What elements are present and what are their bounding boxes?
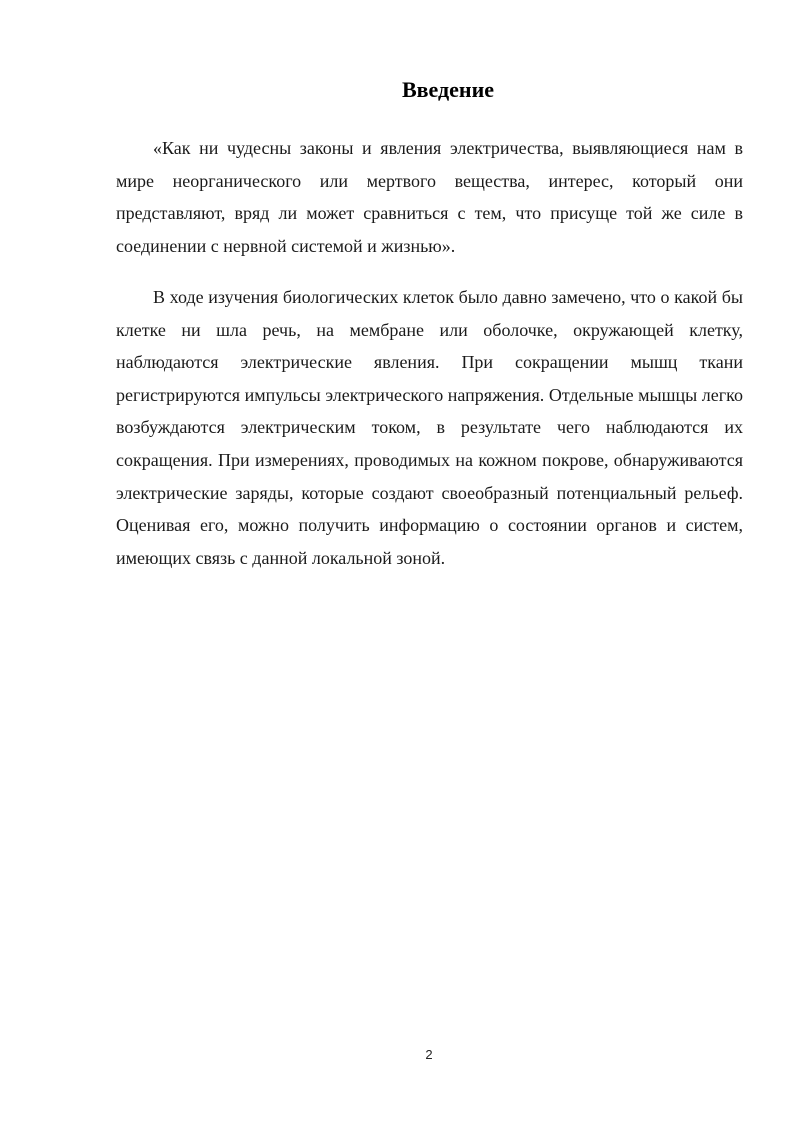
page-number: 2 xyxy=(425,1047,433,1062)
page-title: Введение xyxy=(401,77,495,102)
paragraph-body: В ходе изучения биологических клеток было давно замечено, что о какой бы клетке ни шла речь, на мембране или оболочке, окружающей клетку, наблюдаются электрические явления. При сокращении мышц ткани регистрируются импульсы электрического напряжения. Отдельные мышцы легко возбуждаются электрическим током, в результате чего наблюдаются их сокращения. При измерениях, проводимых на кожном покрове, обнаруживаются электрические заряды, которые создают своеобразный потенциальный рельеф. Оценивая его, можно получить информацию о состоянии органов и систем, имеющих связь с данной локальной зоной. xyxy=(116,287,743,568)
paragraph-quote: «Как ни чудесны законы и явления электричества, выявляющиеся нам в мире неорганического или мертвого вещества, интерес, который они представляют, вряд ли может сравниться с тем, что присуще той же силе в соединении с нервной системой и жизнью». xyxy=(116,138,743,256)
